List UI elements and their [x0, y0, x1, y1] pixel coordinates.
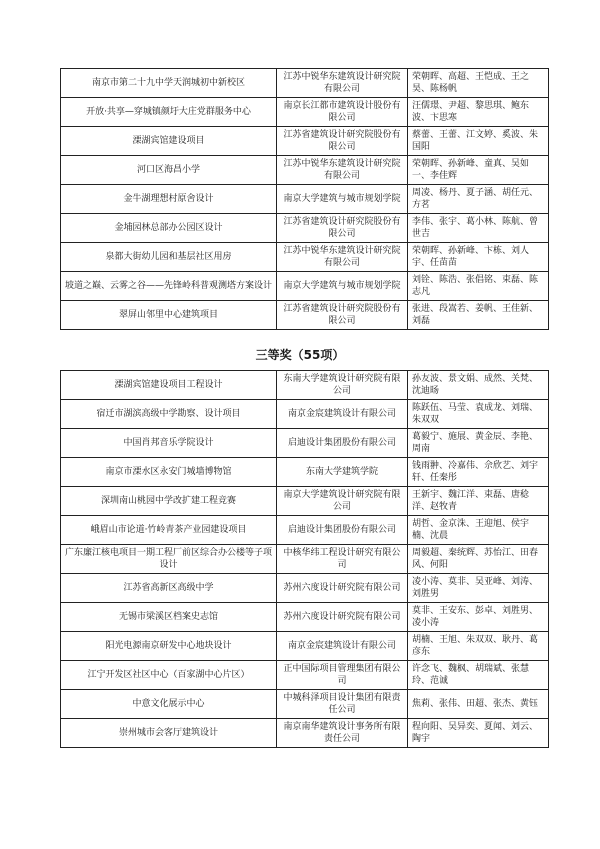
table-row [61, 603, 549, 632]
design-unit-cell: 南京大学建筑设计研究院有限公司 [277, 487, 408, 516]
designers-cell: 焦莉、张伟、田超、张杰、黄钰 [408, 690, 549, 719]
table-row [61, 719, 549, 748]
project-name-cell: 南京市溧水区永安门城墙博物馆 [61, 458, 277, 487]
table-row [61, 185, 549, 214]
project-name-cell: 翠屏山邻里中心建筑项目 [61, 301, 277, 330]
table-row [61, 429, 549, 458]
table-row [61, 458, 549, 487]
designers-cell: 葛毅宁、施展、黄金辰、李艳、周南 [408, 429, 549, 458]
designers-cell: 陈跃伍、马莹、袁成龙、刘瑞、朱双双 [408, 400, 549, 429]
design-unit-cell: 江苏中锐华东建筑设计研究院有限公司 [277, 69, 408, 98]
project-name-cell: 江苏省高新区高级中学 [61, 574, 277, 603]
design-unit-cell: 江苏省建筑设计研究院股份有限公司 [277, 214, 408, 243]
table-row [61, 69, 549, 98]
awards-table-top [60, 68, 549, 330]
project-name-cell: 泉都大街幼儿园和基层社区用房 [61, 243, 277, 272]
project-name-cell: 中国肖邦音乐学院设计 [61, 429, 277, 458]
design-unit-cell: 南京长江都市建筑设计股份有限公司 [277, 98, 408, 127]
design-unit-cell: 中核华纬工程设计研究有限公司 [277, 545, 408, 574]
designers-cell: 荣朝晖、高超、王恺成、王之昊、陈杨帆 [408, 69, 549, 98]
designers-cell: 汪儒璟、尹超、黎思琪、鲍东波、卞思寒 [408, 98, 549, 127]
table-row [61, 214, 549, 243]
design-unit-cell: 启迪设计集团股份有限公司 [277, 516, 408, 545]
project-name-cell: 江宁开发区社区中心（百家湖中心片区） [61, 661, 277, 690]
designers-cell: 程向阳、吴异奕、夏闻、刘云、陶宇 [408, 719, 549, 748]
designers-cell: 莫非、王安东、彭卓、刘胜男、凌小涛 [408, 603, 549, 632]
section-heading-third-prize: 三等奖（55项） [255, 348, 345, 362]
design-unit-cell: 正中国际项目管理集团有限公司 [277, 661, 408, 690]
design-unit-cell: 江苏省建筑设计研究院股份有限公司 [277, 301, 408, 330]
designers-cell: 刘铨、陈浩、张倡铭、束磊、陈志凡 [408, 272, 549, 301]
project-name-cell: 溧湖宾馆建设项目 [61, 127, 277, 156]
table-row [61, 156, 549, 185]
designers-cell: 荣朝晖、孙新峰、童真、吴如一、李佳辉 [408, 156, 549, 185]
project-name-cell: 广东廉江核电项目一期工程厂前区综合办公楼等子项设计 [61, 545, 277, 574]
project-name-cell: 无锡市梁溪区档案史志馆 [61, 603, 277, 632]
designers-cell: 许念飞、魏枫、胡瑞斌、张慧玲、范诚 [408, 661, 549, 690]
designers-cell: 凌小涛、莫非、吴亚峰、刘涛、刘胜男 [408, 574, 549, 603]
designers-cell: 周毅超、秦统辉、苏怡江、田春风、何阳 [408, 545, 549, 574]
designers-cell: 周凌、杨丹、夏子涵、胡任元、方茗 [408, 185, 549, 214]
design-unit-cell: 南京大学建筑与城市规划学院 [277, 272, 408, 301]
designers-cell: 钱雨翀、冷嘉伟、佘欣艺、刘宇轩、任秦彤 [408, 458, 549, 487]
design-unit-cell: 中城科泽项目设计集团有限责任公司 [277, 690, 408, 719]
project-name-cell: 阳光电源南京研发中心地块设计 [61, 632, 277, 661]
table-row [61, 127, 549, 156]
project-name-cell: 峨眉山市论道·竹岭青茶产业园建设项目 [61, 516, 277, 545]
project-name-cell: 南京市第二十九中学天润城初中新校区 [61, 69, 277, 98]
project-name-cell: 宿迁市湖滨高级中学勘察、设计项目 [61, 400, 277, 429]
project-name-cell: 深圳南山桃园中学改扩建工程竞赛 [61, 487, 277, 516]
table-row [61, 574, 549, 603]
designers-cell: 李伟、张宇、葛小林、陈航、曾世吉 [408, 214, 549, 243]
design-unit-cell: 启迪设计集团股份有限公司 [277, 429, 408, 458]
design-unit-cell: 南京金宸建筑设计有限公司 [277, 400, 408, 429]
table-row [61, 98, 549, 127]
designers-cell: 荣朝晖、孙新峰、卞栋、刘人宇、任苗苗 [408, 243, 549, 272]
table-row [61, 243, 549, 272]
design-unit-cell: 南京南华建筑设计事务所有限责任公司 [277, 719, 408, 748]
design-unit-cell: 南京金宸建筑设计有限公司 [277, 632, 408, 661]
design-unit-cell: 江苏省建筑设计研究院股份有限公司 [277, 127, 408, 156]
table-row [61, 661, 549, 690]
table-row [61, 487, 549, 516]
table-row [61, 400, 549, 429]
table-row [61, 371, 549, 400]
project-name-cell: 溧湖宾馆建设项目工程设计 [61, 371, 277, 400]
design-unit-cell: 苏州六度设计研究院有限公司 [277, 574, 408, 603]
project-name-cell: 中意文化展示中心 [61, 690, 277, 719]
designers-cell: 孙友波、景文娟、成然、关梵、沈迪旸 [408, 371, 549, 400]
designers-cell: 胡哲、金京洙、王迎旭、侯宇楠、沈晨 [408, 516, 549, 545]
designers-cell: 蔡蕾、王蕾、江文婷、奚波、朱国阳 [408, 127, 549, 156]
table-row [61, 272, 549, 301]
design-unit-cell: 江苏中锐华东建筑设计研究院有限公司 [277, 156, 408, 185]
project-name-cell: 崇州城市会客厅建筑设计 [61, 719, 277, 748]
design-unit-cell: 南京大学建筑与城市规划学院 [277, 185, 408, 214]
designers-cell: 张进、段嵩若、姜帆、王佳新、刘磊 [408, 301, 549, 330]
table-row [61, 632, 549, 661]
table-row [61, 690, 549, 719]
table-row [61, 545, 549, 574]
design-unit-cell: 江苏中锐华东建筑设计研究院有限公司 [277, 243, 408, 272]
designers-cell: 王新宇、魏江洋、束磊、唐稔洋、赵牧青 [408, 487, 549, 516]
project-name-cell: 金牛湖理想村原舍设计 [61, 185, 277, 214]
awards-table-third-prize [60, 370, 549, 748]
project-name-cell: 开放·共享—穿城镇颜圩大庄党群服务中心 [61, 98, 277, 127]
design-unit-cell: 苏州六度设计研究院有限公司 [277, 603, 408, 632]
table-row [61, 516, 549, 545]
project-name-cell: 金埔园林总部办公园区设计 [61, 214, 277, 243]
designers-cell: 胡楠、王旭、朱双双、耿丹、葛彦东 [408, 632, 549, 661]
project-name-cell: 河口区海昌小学 [61, 156, 277, 185]
table-row [61, 301, 549, 330]
design-unit-cell: 东南大学建筑设计研究院有限公司 [277, 371, 408, 400]
project-name-cell: 坡道之巅、云雾之谷——先锋岭科普观测塔方案设计 [61, 272, 277, 301]
design-unit-cell: 东南大学建筑学院 [277, 458, 408, 487]
